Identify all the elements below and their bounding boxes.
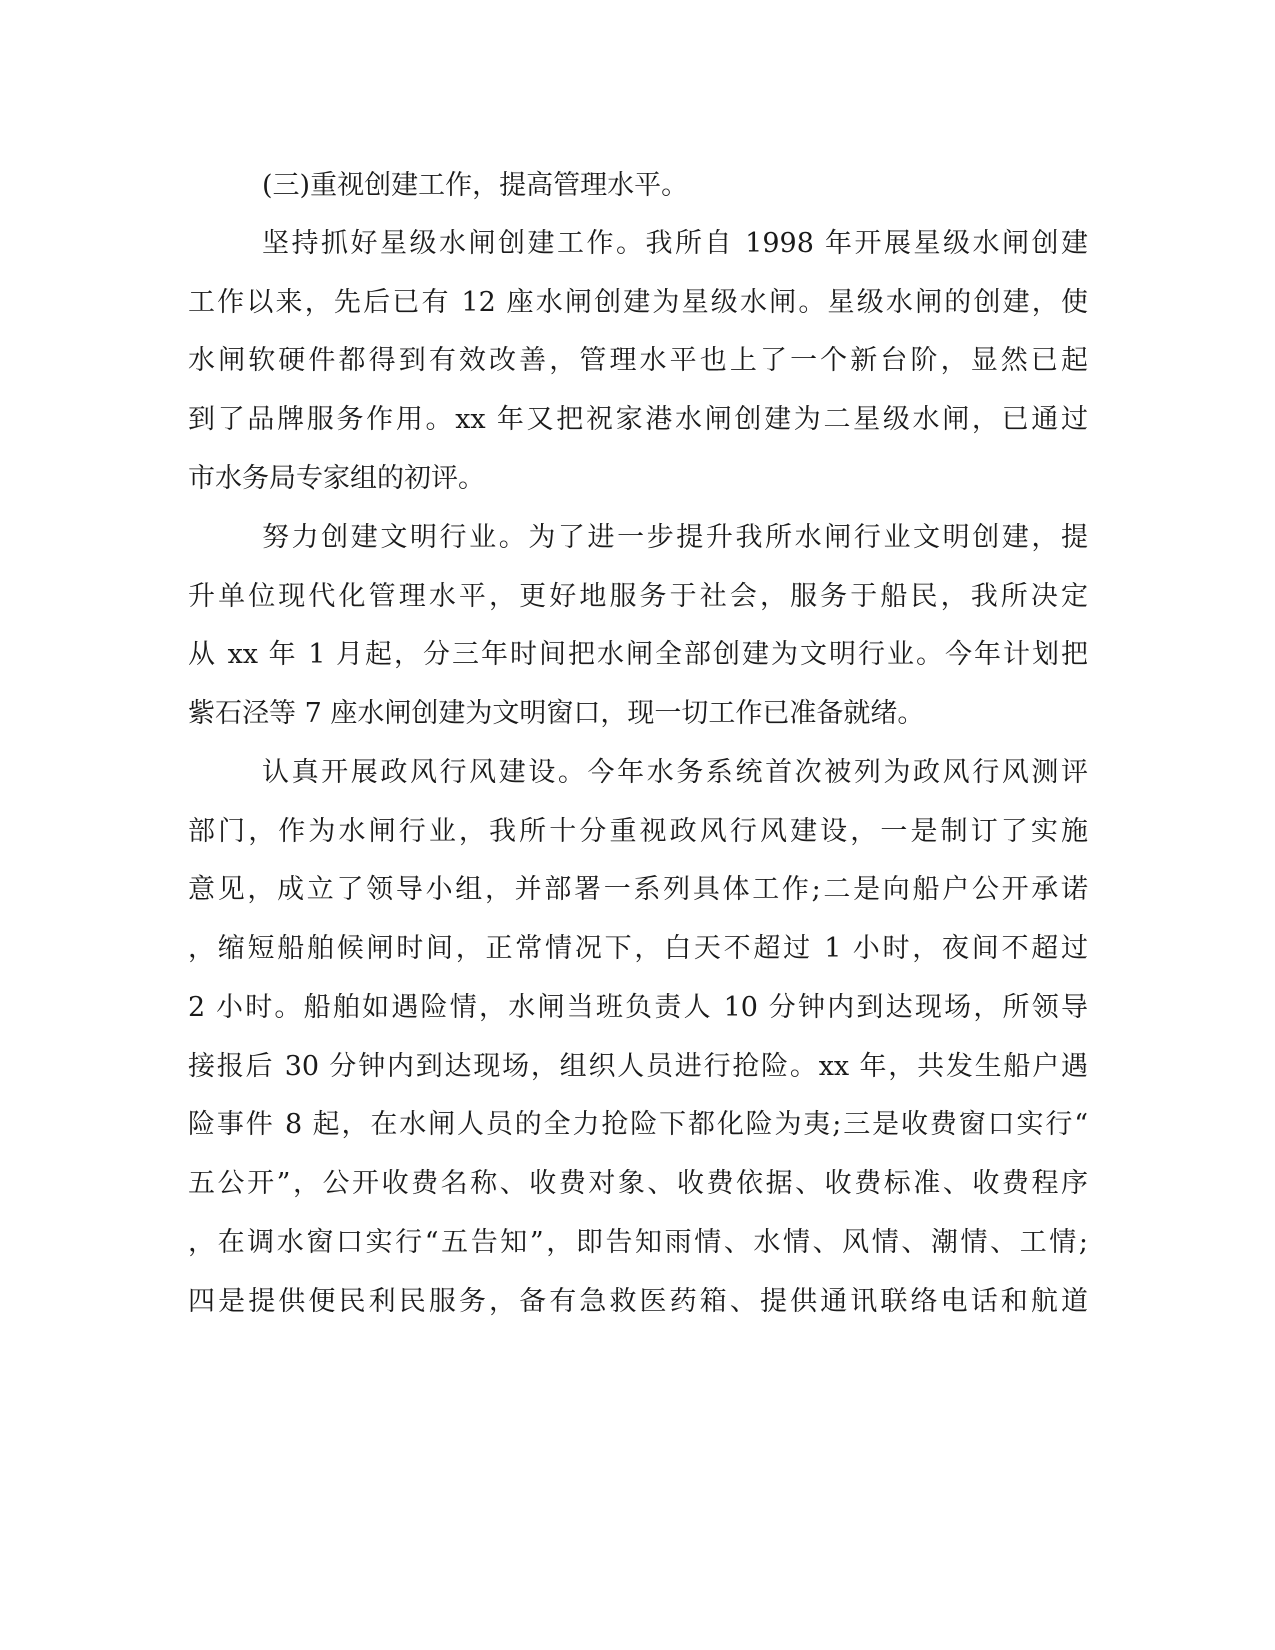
paragraph-3-line-5: 2 小时。船舶如遇险情，水闸当班负责人 10 分钟内到达现场，所领导 xyxy=(188,992,1088,1023)
paragraph-3-line-8: 五公开”，公开收费名称、收费对象、收费依据、收费标准、收费程序 xyxy=(188,1168,1088,1199)
paragraph-3-line-7: 险事件 8 起，在水闸人员的全力抢险下都化险为夷;三是收费窗口实行“ xyxy=(188,1109,1088,1140)
paragraph-1-line-3: 水闸软硬件都得到有效改善，管理水平也上了一个新台阶，显然已起 xyxy=(188,345,1088,376)
paragraph-1-line-1: 坚持抓好星级水闸创建工作。我所自 1998 年开展星级水闸创建 xyxy=(262,228,1088,259)
paragraph-1-line-4: 到了品牌服务作用。xx 年又把祝家港水闸创建为二星级水闸，已通过 xyxy=(188,404,1088,435)
paragraph-3-line-3: 意见，成立了领导小组，并部署一系列具体工作;二是向船户公开承诺 xyxy=(188,874,1088,905)
paragraph-3-line-10: 四是提供便民利民服务，备有急救医药箱、提供通讯联络电话和航道 xyxy=(188,1286,1088,1317)
paragraph-3-line-1: 认真开展政风行风建设。今年水务系统首次被列为政风行风测评 xyxy=(262,757,1088,788)
paragraph-2-line-4: 紫石泾等 7 座水闸创建为文明窗口，现一切工作已准备就绪。 xyxy=(188,698,925,729)
paragraph-1-line-2: 工作以来，先后已有 12 座水闸创建为星级水闸。星级水闸的创建，使 xyxy=(188,287,1088,318)
paragraph-2-line-1: 努力创建文明行业。为了进一步提升我所水闸行业文明创建，提 xyxy=(262,522,1088,553)
paragraph-3-line-4: ，缩短船舶候闸时间，正常情况下，白天不超过 1 小时，夜间不超过 xyxy=(188,933,1088,964)
paragraph-3-line-6: 接报后 30 分钟内到达现场，组织人员进行抢险。xx 年，共发生船户遇 xyxy=(188,1051,1088,1082)
paragraph-1-line-5: 市水务局专家组的初评。 xyxy=(188,463,485,494)
paragraph-3-line-2: 部门，作为水闸行业，我所十分重视政风行风建设，一是制订了实施 xyxy=(188,816,1088,847)
section-heading: (三)重视创建工作，提高管理水平。 xyxy=(262,170,689,201)
paragraph-2-line-3: 从 xx 年 1 月起，分三年时间把水闸全部创建为文明行业。今年计划把 xyxy=(188,639,1088,670)
paragraph-3-line-9: ，在调水窗口实行“五告知”，即告知雨情、水情、风情、潮情、工情; xyxy=(188,1227,1088,1258)
paragraph-2-line-2: 升单位现代化管理水平，更好地服务于社会，服务于船民，我所决定 xyxy=(188,581,1088,612)
